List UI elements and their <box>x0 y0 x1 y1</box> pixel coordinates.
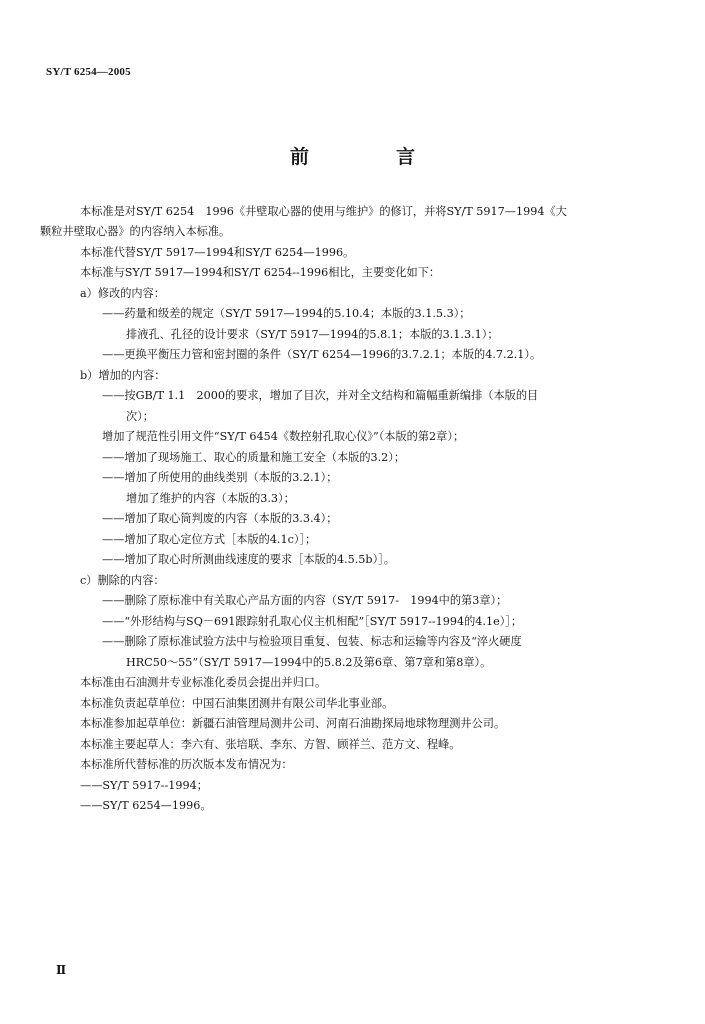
text-line: 本标准代替SY/T 5917—1994和SY/T 6254—1996。 <box>80 246 355 259</box>
text-line: 本标准参加起草单位：新疆石油管理局测井公司、河南石油勘探局地球物理测井公司。 <box>80 717 506 730</box>
list-item: 排液孔、孔径的设计要求（SY/T 5917—1994的5.8.1；本版的3.1.3.1）； <box>126 328 499 341</box>
list-item: ——SY/T 5917--1994； <box>80 779 208 792</box>
list-item-continuation: 次）； <box>126 410 154 423</box>
list-item: ——增加了取心筒判废的内容（本版的3.3.4）； <box>102 512 338 525</box>
list-item: 增加了规范性引用文件“SY/T 6454《数控射孔取心仪》”（本版的第2章）； <box>102 430 465 443</box>
list-item: ——删除了原标准中有关取心产品方面的内容（SY/T 5917- 1994中的第3章）； <box>102 594 508 607</box>
text-line: 本标准所代替标准的历次版本发布情况为： <box>80 758 293 771</box>
list-item: ——药量和级差的规定（SY/T 5917—1994的5.10.4；本版的3.1.5.3）； <box>102 307 471 320</box>
list-item-continuation: HRC50～55”（SY/T 5917—1994中的5.8.2及第6章、第7章和第8章）。 <box>126 656 492 669</box>
text-line: 本标准由石油测井专业标准化委员会提出并归口。 <box>80 676 327 689</box>
text-line: 本标准是对SY/T 6254 1996《井壁取心器的使用与维护》的修订，并将SY/T 5917—1994《大 <box>80 205 567 218</box>
list-item: ——删除了原标准试验方法中与检验项目重复、包装、标志和运输等内容及“淬火硬度 <box>102 635 522 648</box>
list-item: 增加了维护的内容（本版的3.3）； <box>126 492 295 505</box>
text-line: 本标准负责起草单位：中国石油集团测井有限公司华北事业部。 <box>80 697 394 710</box>
text-line: 本标准主要起草人：李六有、张培联、李东、方智、顾祥兰、范方文、程峰。 <box>80 738 461 751</box>
text-line: 颗粒井壁取心器》的内容纳入本标准。 <box>40 225 231 238</box>
standard-code-header: SY/T 6254—2005 <box>46 66 131 78</box>
list-item: ——增加了取心定位方式［本版的4.1c）］； <box>102 533 317 546</box>
page-number: Ⅱ <box>56 963 67 977</box>
list-item: ——SY/T 6254—1996。 <box>80 799 212 812</box>
text-line: 本标准与SY/T 5917—1994和SY/T 6254--1996相比，主要变化如下： <box>80 266 441 279</box>
list-item: ——增加了取心时所测曲线速度的要求［本版的4.5.5b）］。 <box>102 553 395 566</box>
list-item: ——增加了所使用的曲线类别（本版的3.2.1）； <box>102 471 338 484</box>
page-title: 前 言 <box>289 146 449 168</box>
list-item: ——按GB/T 1.1 2000的要求，增加了目次，并对全文结构和篇幅重新编排（本版的目 <box>102 389 539 402</box>
list-heading: b）增加的内容： <box>80 369 166 382</box>
list-item: ——“外形结构与SQ－691跟踪射孔取心仪主机相配”［SY/T 5917--1994的4.1e）］； <box>102 615 523 628</box>
list-item: ——更换平衡压力管和密封圈的条件（SY/T 6254—1996的3.7.2.1；本版的4.7.2.1）。 <box>102 348 542 361</box>
list-heading: c）删除的内容： <box>80 574 165 587</box>
list-item: ——增加了现场施工、取心的质量和施工安全（本版的3.2）； <box>102 451 406 464</box>
list-heading: a）修改的内容： <box>80 287 165 300</box>
